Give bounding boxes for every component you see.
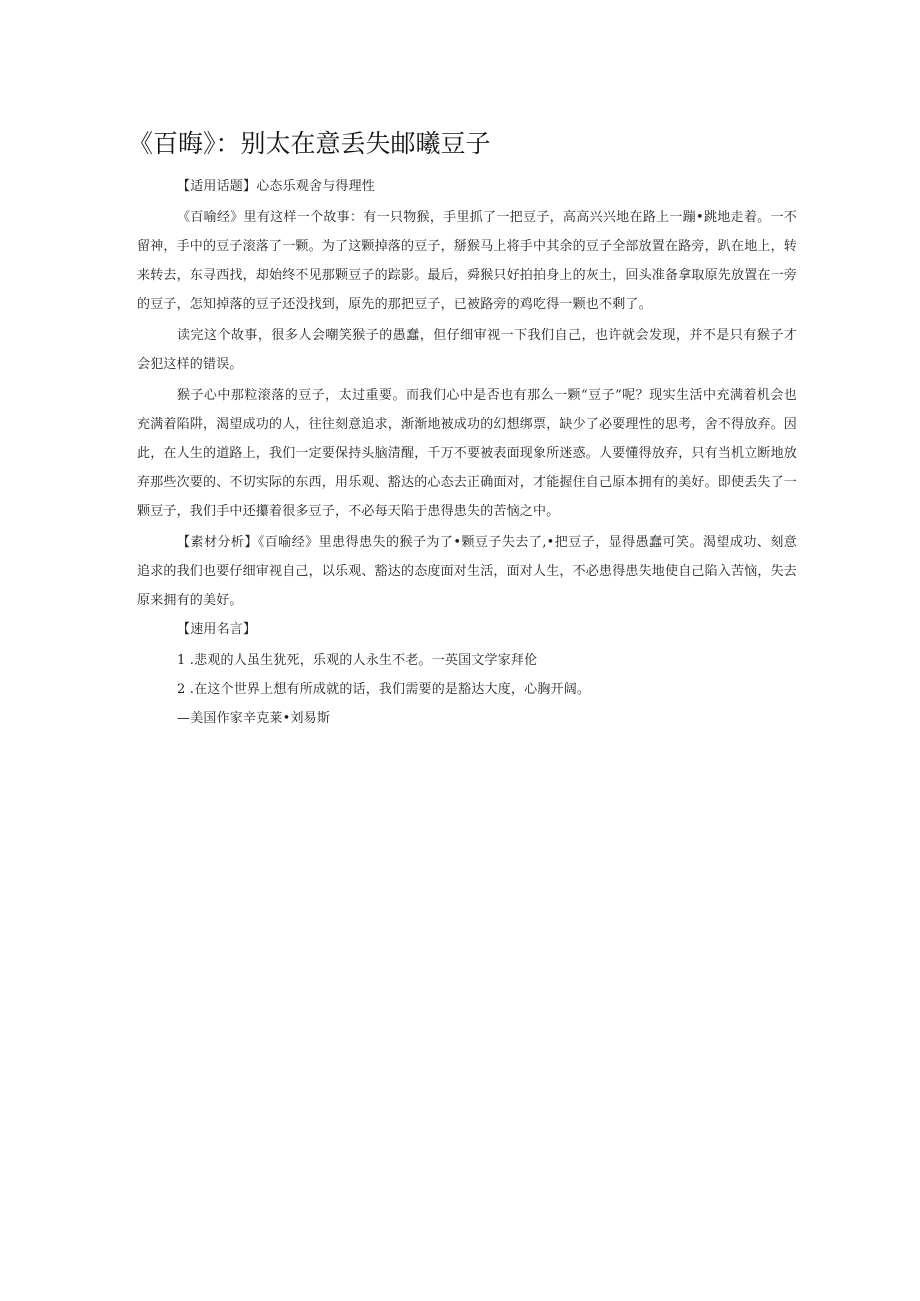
article-title: 《百晦》：别太在意丢失邮曦豆子 [128, 129, 491, 158]
topic-line: 【适用话题】心态乐观舍与得理性 [177, 179, 376, 194]
paragraph-discussion: 猴子心中那粒滚落的豆子，太过重要。而我们心中是否也有那么一颗“豆子”呢？现实生活中充满着机会也充满着陷阱，渴望成功的人，往往刻意追求，渐渐地被成功的幻想绑票，缺少了必要理性的思考，舍不得放弃。因此，在人生的道路上，我们一定要保持头脑清醒，千万不要被表面现象所迷惑。人要懂得放弃，只有当机立断地放弃那些次要的、不切实际的东西，用乐观、豁达的心态去正确面对，才能握住自己原本拥有的美好。即使丢失了一颗豆子，我们手中还攥着很多豆子，不必每天陷于患得患失的苦恼之中。 [137, 388, 798, 519]
paragraph-reflection: 读完这个故事，很多人会嘲笑猴子的愚蠢，但仔细审视一下我们自己，也许就会发现，并不是只有猴子才会犯这样的错误。 [137, 328, 797, 372]
article-body [137, 172, 797, 733]
quotes-heading: 【速用名言】 [177, 622, 257, 637]
quote-item-2: 2 .在这个世界上想有所成就的话，我们需要的是豁达大度，心胸开阔。 [177, 682, 591, 697]
quote-item-1: 1 .悲观的人虽生犹死，乐观的人永生不老。一英国文学家拜伦 [177, 653, 538, 668]
paragraph-story: 《百喻经》里有这样一个故事：有一只物猴，手里抓了一把豆子，高高兴兴地在路上一蹦•跳地走着。一不留神，手中的豆子滚落了一颗。为了这颗掉落的豆子，掰猴马上将手中其余的豆子全部放置在路旁，趴在地上，转来转去，东寻西找，却始终不见那颗豆子的踪影。最后，舜猴只好拍拍身上的灰土，回头准备拿取原先放置在一旁的豆子，怎知掉落的豆子还没找到，原先的那把豆子，已被路旁的鸡吃得一颗也不剩了。 [137, 210, 798, 312]
quote-attribution: —美国作家辛克莱•刘易斯 [177, 711, 331, 726]
paragraph-analysis: 【素材分析】《百喻经》里患得患失的猴子为了•颗豆子失去了,•把豆子，显得愚蠢可笑。渴望成功、刻意追求的我们也要仔细审视自己，以乐观、豁达的态度面对生活，面对人生，不必患得患失地使自己陷入苦恼，失去原来拥有的美好。 [137, 535, 798, 608]
